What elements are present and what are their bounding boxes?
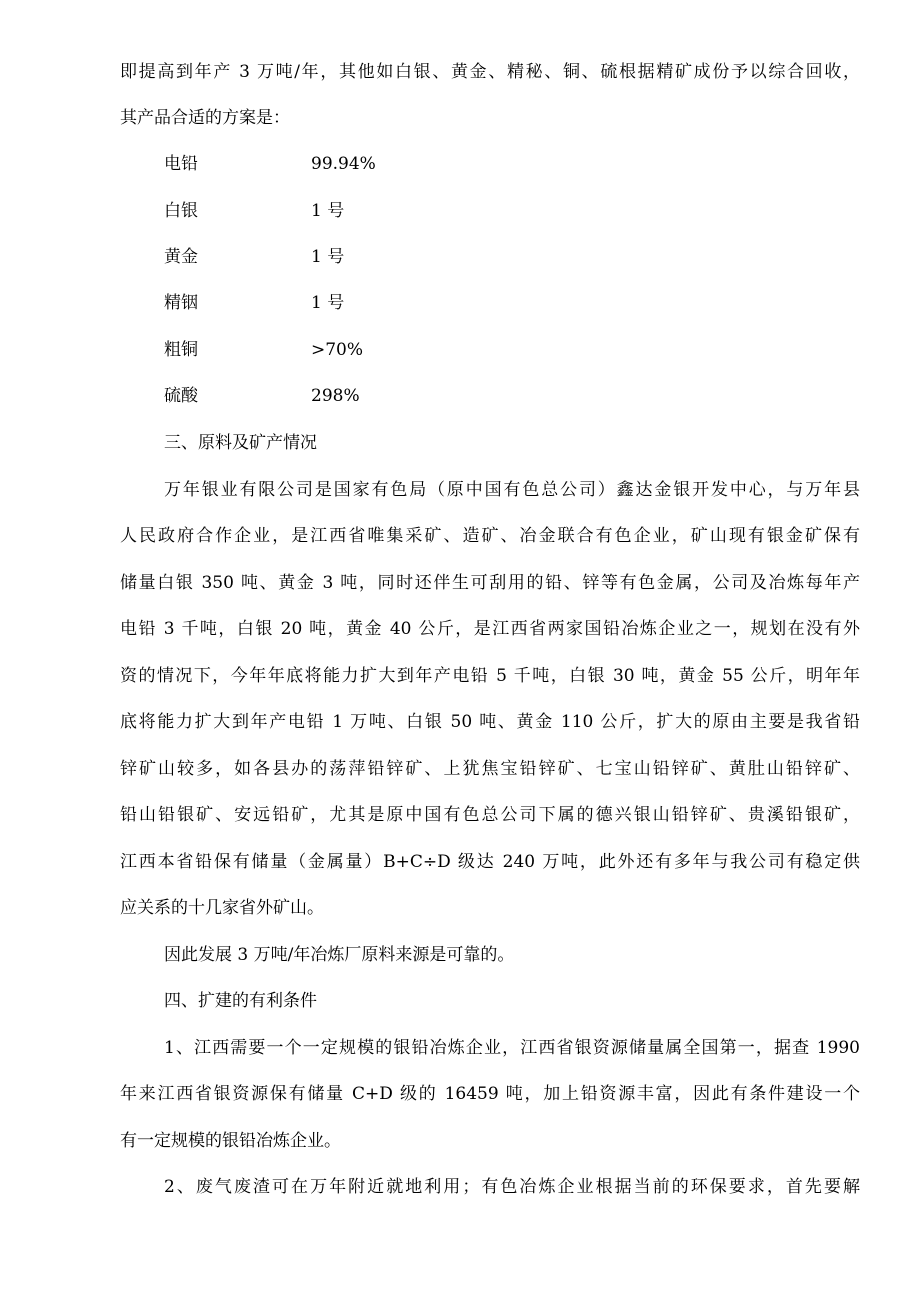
paragraph-line: 年来江西省银资源保有储量 C+D 级的 16459 吨，加上铅资源丰富，因此有条件建设一个 (120, 1084, 860, 1104)
paragraph-line: 2、废气废渣可在万年附近就地利用；有色冶炼企业根据当前的环保要求，首先要解 (164, 1177, 860, 1197)
product-name: 精铟 (164, 293, 198, 313)
product-name: 硫酸 (164, 386, 198, 406)
intro-line-2: 其产品合适的方案是： (120, 108, 290, 128)
product-spec: 1 号 (311, 201, 345, 221)
product-name: 白银 (164, 201, 198, 221)
paragraph-line: 铅山铅银矿、安远铅矿，尤其是原中国有色总公司下属的德兴银山铅锌矿、贵溪铅银矿， (120, 805, 860, 825)
paragraph-line: 应关系的十几家省外矿山。 (120, 898, 324, 918)
product-spec: 99.94% (311, 154, 376, 174)
paragraph-line: 有一定规模的银铅冶炼企业。 (120, 1131, 341, 1151)
product-name: 黄金 (164, 247, 198, 267)
paragraph-line: 人民政府合作企业，是江西省唯集采矿、造矿、冶金联合有色企业，矿山现有银金矿保有 (120, 526, 860, 546)
product-name: 粗铜 (164, 340, 198, 360)
product-name: 电铅 (164, 154, 198, 174)
product-spec: 1 号 (311, 293, 345, 313)
paragraph-line: 储量白银 350 吨、黄金 3 吨，同时还伴生可刮用的铅、锌等有色金属，公司及冶炼每年产 (120, 573, 860, 593)
section-heading-3: 三、原料及矿产情况 (164, 433, 317, 453)
product-spec: 1 号 (311, 247, 345, 267)
section-heading-4: 四、扩建的有利条件 (164, 991, 317, 1011)
paragraph-line: 底将能力扩大到年产电铅 1 万吨、白银 50 吨、黄金 110 公斤，扩大的原由主要是我省铅 (120, 712, 860, 732)
paragraph-line: 资的情况下，今年年底将能力扩大到年产电铅 5 千吨，白银 30 吨，黄金 55 公斤，明年年 (120, 666, 860, 686)
product-spec: >70% (311, 340, 364, 360)
product-spec: 298% (311, 386, 360, 406)
intro-line-1: 即提高到年产 3 万吨/年，其他如白银、黄金、精秘、铜、硫根据精矿成份予以综合回收， (120, 62, 860, 82)
paragraph-line: 1、江西需要一个一定规模的银铅冶炼企业，江西省银资源储量属全国第一，据查 1990 (164, 1038, 860, 1058)
section-3-conclusion: 因此发展 3 万吨/年冶炼厂原料来源是可靠的。 (164, 945, 515, 965)
paragraph-line: 锌矿山较多，如各县办的荡萍铅锌矿、上犹焦宝铅锌矿、七宝山铅锌矿、黄肚山铅锌矿、 (120, 759, 860, 779)
paragraph-line: 江西本省铅保有储量（金属量）B+C÷D 级达 240 万吨，此外还有多年与我公司有稳定供 (120, 852, 860, 872)
paragraph-line: 电铅 3 千吨，白银 20 吨，黄金 40 公斤，是江西省两家国铅冶炼企业之一，规划在没有外 (120, 619, 860, 639)
paragraph-line: 万年银业有限公司是国家有色局（原中国有色总公司）鑫达金银开发中心，与万年县 (164, 480, 860, 500)
